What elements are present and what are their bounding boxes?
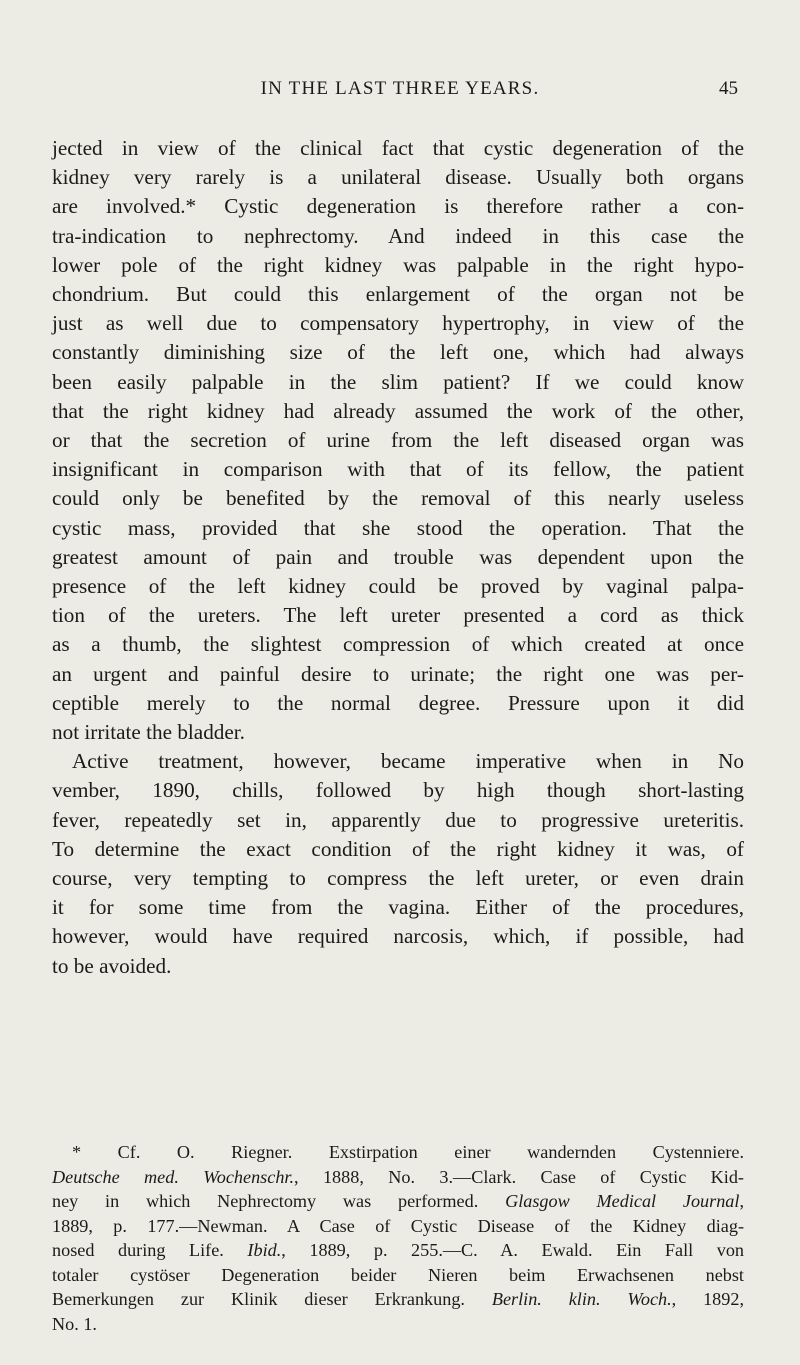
footnote-line [52, 1287, 744, 1312]
footnote-text: , [739, 1191, 744, 1211]
footnote-text: Bemerkungen zur Klinik dieser Erkrankung. [52, 1289, 465, 1309]
footnote-line [52, 1312, 744, 1337]
footnote-text: nosed during Life. [52, 1240, 224, 1260]
text-line: are involved.* Cystic degeneration is therefore rather a con- [52, 194, 744, 219]
text-line: course, very tempting to compress the left ureter, or even drain [52, 866, 744, 891]
footnote-text: , 1889, p. 255.—C. A. Ewald. Ein Fall von [281, 1240, 745, 1260]
footnote-line [52, 1189, 744, 1214]
text-line: jected in view of the clinical fact that cystic degeneration of the [52, 136, 744, 160]
running-title: IN THE LAST THREE YEARS. [260, 78, 540, 99]
text-line: an urgent and painful desire to urinate; the right one was per- [52, 661, 744, 686]
footnote-line [52, 1214, 744, 1239]
text-line: it for some time from the vagina. Either of the procedures, [52, 895, 744, 920]
text-line: cystic mass, provided that she stood the operation. That the [52, 515, 744, 540]
text-line: tra-indication to nephrectomy. And indeed in this case the [52, 223, 744, 248]
footnote-line [52, 1238, 744, 1263]
journal-title: Ibid. [247, 1240, 282, 1260]
text-line: that the right kidney had already assumed the work of the other, [52, 398, 744, 423]
body-text [52, 134, 744, 981]
text-line: constantly diminishing size of the left one, which had always [52, 340, 744, 365]
text-line: just as well due to compensatory hypertrophy, in view of the [52, 311, 744, 336]
text-line: ceptible merely to the normal degree. Pressure upon it did [52, 690, 744, 715]
text-line: fever, repeatedly set in, apparently due to progressive ureteritis. [52, 807, 744, 832]
text-line: chondrium. But could this enlargement of the organ not be [52, 282, 744, 307]
text-line: vember, 1890, chills, followed by high though short-lasting [52, 778, 744, 803]
text-line: lower pole of the right kidney was palpable in the right hypo- [52, 252, 744, 277]
journal-title: Glasgow Medical Journal [505, 1191, 740, 1211]
running-head [0, 78, 800, 108]
text-line: Active treatment, however, became imperative when in No [72, 749, 744, 774]
text-line: however, would have required narcosis, which, if possible, had [52, 924, 744, 949]
footnote-text: * Cf. O. Riegner. Exstirpation einer wandernden Cystenniere. [72, 1142, 744, 1162]
footnote-text: ney in which Nephrectomy was performed. [52, 1191, 479, 1211]
text-line: tion of the ureters. The left ureter presented a cord as thick [52, 603, 744, 628]
page-number: 45 [719, 78, 738, 99]
text-line: presence of the left kidney could be proved by vaginal palpa- [52, 574, 744, 599]
text-line: insignificant in comparison with that of its fellow, the patient [52, 457, 744, 482]
text-line: not irritate the bladder. [52, 720, 245, 745]
footnote-text: , 1892, [671, 1289, 744, 1309]
text-line: to be avoided. [52, 953, 172, 978]
footnote-text: 1889, p. 177.—Newman. A Case of Cystic Disease of the Kidney diag- [52, 1215, 744, 1236]
text-line: greatest amount of pain and trouble was dependent upon the [52, 544, 744, 569]
journal-title: Deutsche med. Wochenschr. [52, 1166, 295, 1187]
text-line: could only be benefited by the removal of this nearly useless [52, 486, 744, 511]
text-line: kidney very rarely is a unilateral disease. Usually both organs [52, 165, 744, 190]
footnote-text: , 1888, No. 3.—Clark. Case of Cystic Kid- [294, 1166, 744, 1187]
footnote-text: No. 1. [52, 1313, 97, 1334]
journal-title: Berlin. klin. Woch. [491, 1289, 672, 1309]
footnote-line [52, 1165, 744, 1190]
footnote-line [52, 1263, 744, 1288]
text-line: or that the secretion of urine from the left diseased organ was [52, 428, 744, 453]
text-line: To determine the exact condition of the right kidney it was, of [52, 836, 744, 861]
footnote-line [52, 1140, 744, 1165]
footnote-text: totaler cystöser Degeneration beider Nieren beim Erwachsenen nebst [52, 1264, 744, 1285]
text-line: as a thumb, the slightest compression of which created at once [52, 632, 744, 657]
footnote [52, 1140, 744, 1336]
text-line: been easily palpable in the slim patient? If we could know [52, 369, 744, 394]
